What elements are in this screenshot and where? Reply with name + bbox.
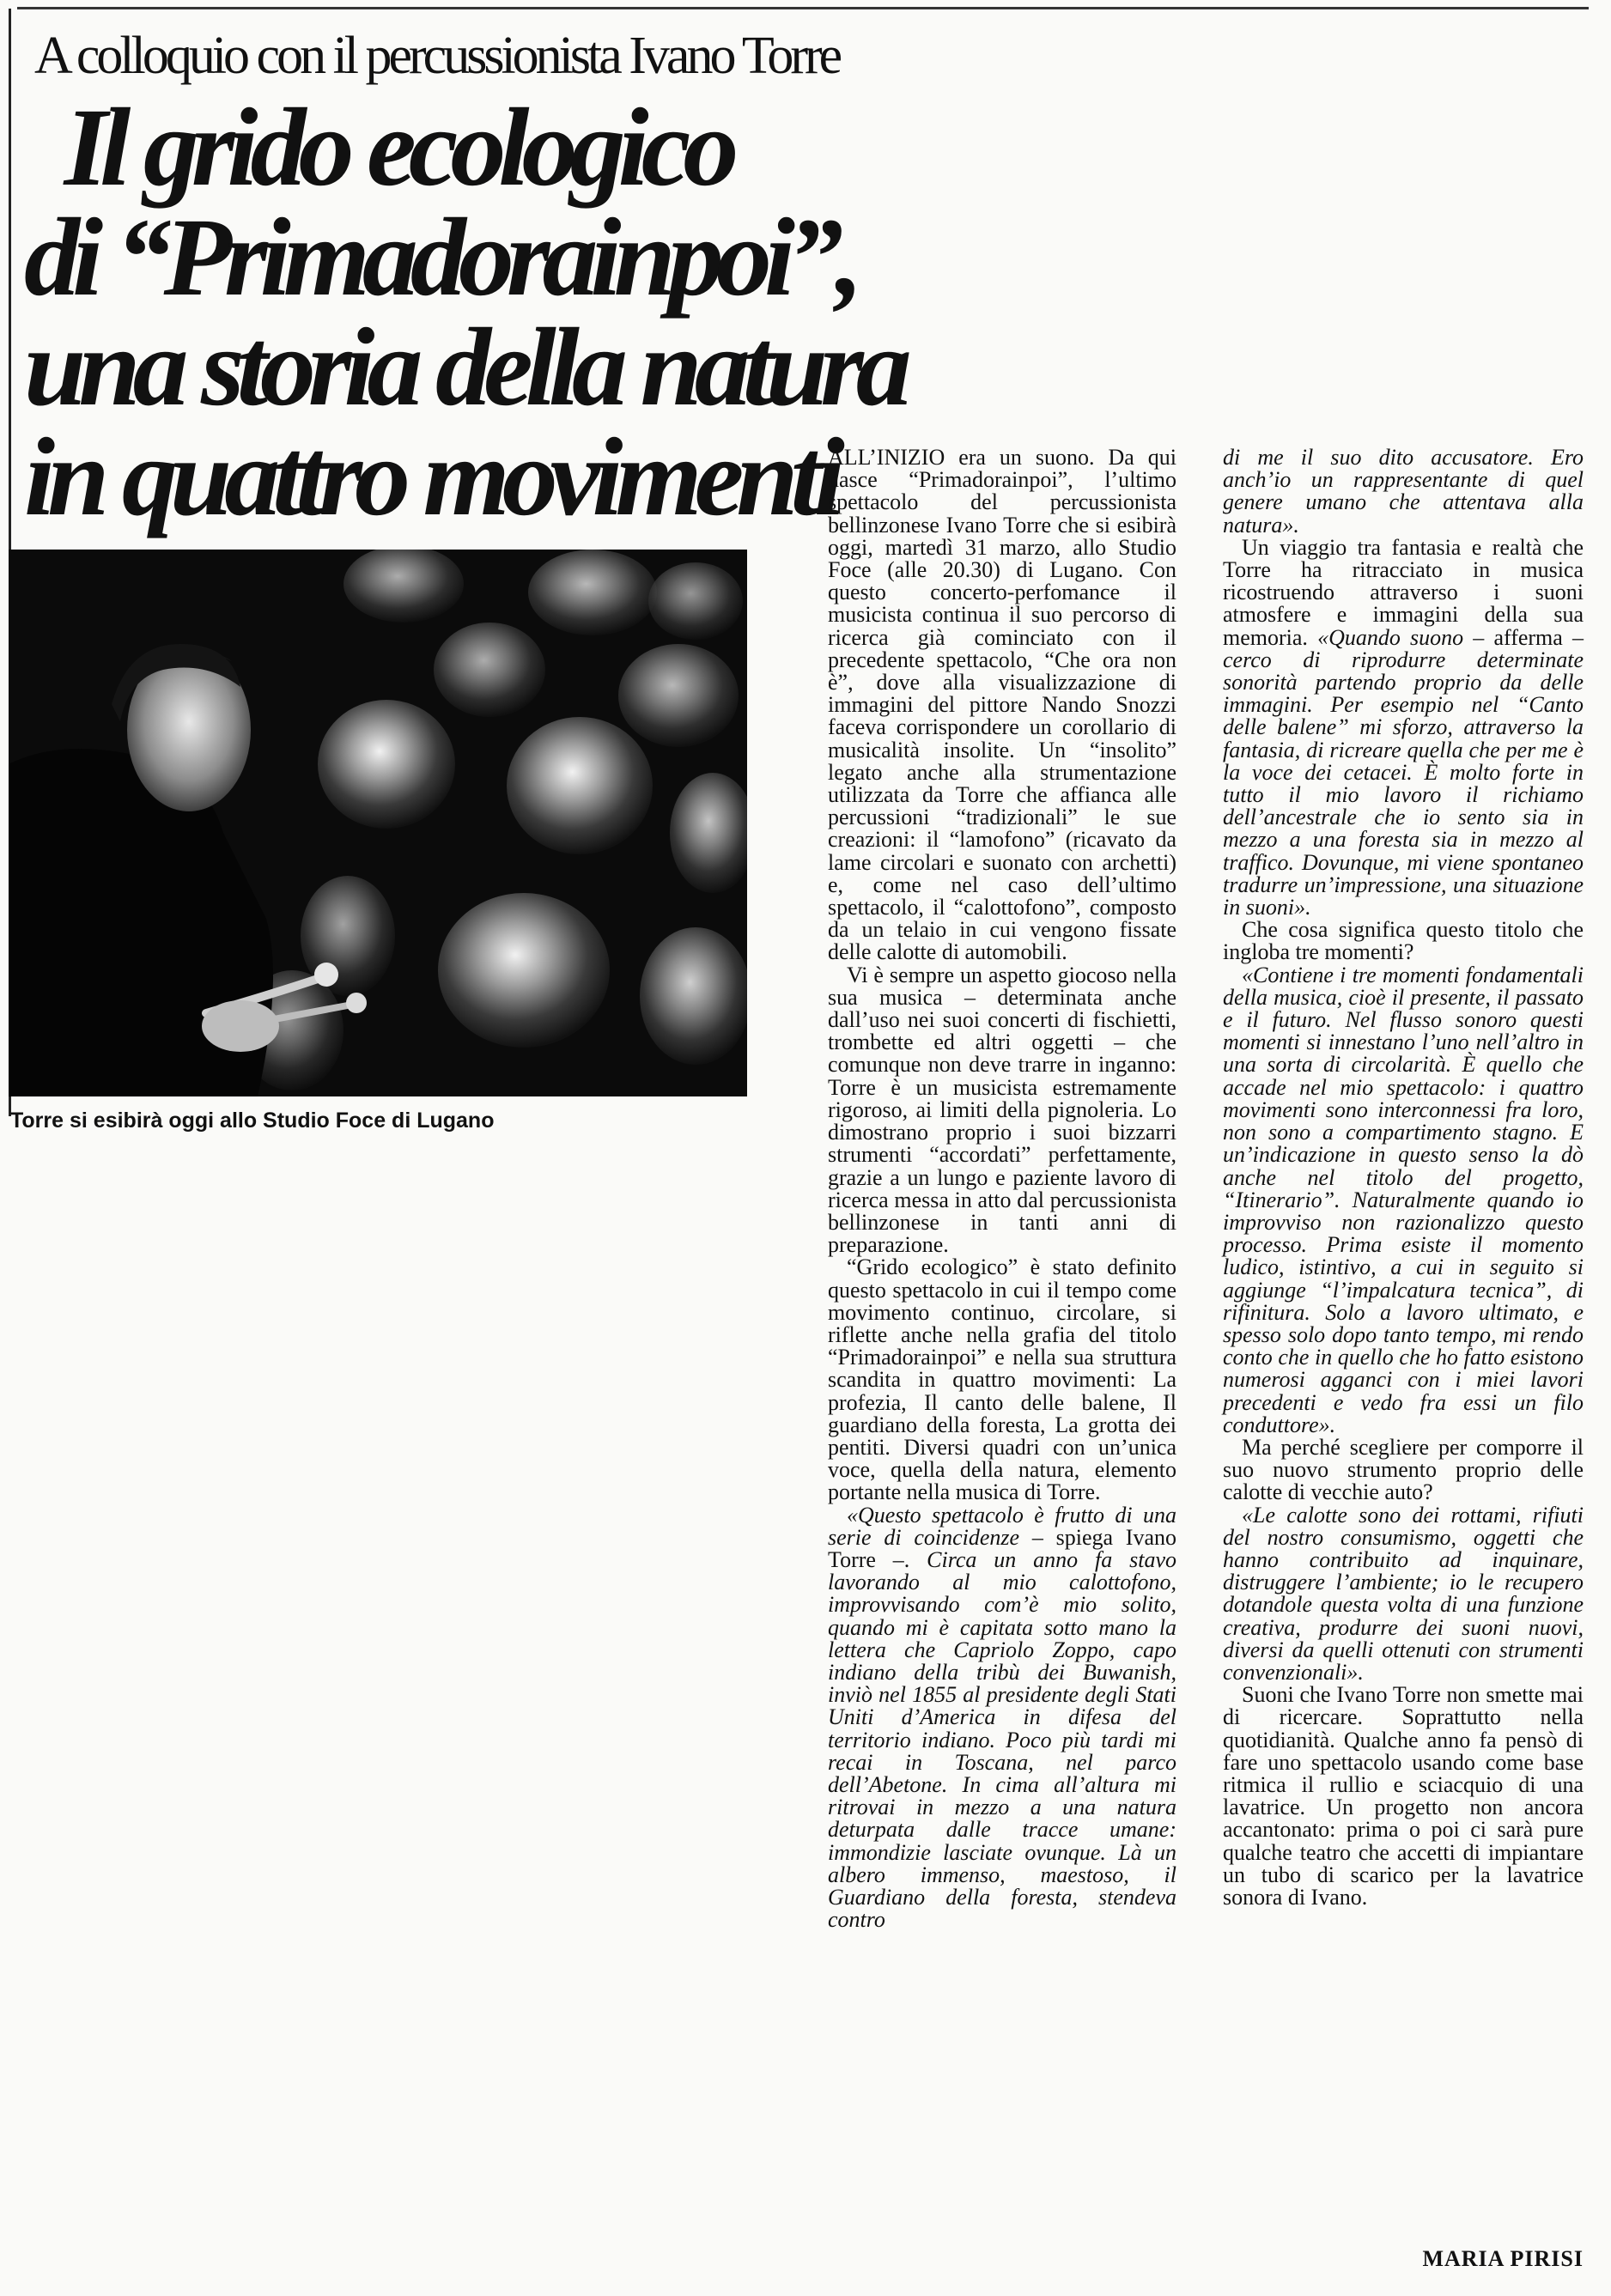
paragraph xyxy=(1223,534,1584,920)
headline-line: Il grido ecologico xyxy=(64,86,732,210)
quote-text: cerco di riprodurre determinate sonorità partendo proprio da delle immagini. Per esempio nel “Canto delle balene” mi sforzo, attraverso la fantasia, di ricreare quella che per me è la voce dei cetacei. È molto forte in tutto il mio lavoro il richiamo dell’ancestrale che io sento sia in mezzo a una foresta sia in mezzo al traffico. Dovunque, mi viene spontaneo tradurre un’impressione, una situazione in suoni». xyxy=(1223,647,1584,920)
quote-text: Circa un anno fa stavo lavorando al mio calottofono, improvvisando com’è mio solito, quando mi è capitata sotto mano la lettera che Capriolo Zoppo, capo indiano della tribù dei Buwanish, inviò nel 1855 al presidente degli Stati Uniti d’America in difesa del territorio indiano. Poco più tardi mi recai in Toscana, nel parco dell’Abetone. In cima all’altura mi ritrovai in mezzo a una natura deturpata dalle tracce umane: immondizie lasciate ovunque. Là un albero immenso, maestoso, il Guardiano della foresta, stendeva contro xyxy=(828,1546,1176,1933)
paragraph: ALL’INIZIO era un suono. Da qui nasce “Primadorainpoi”, l’ultimo spettacolo del percussionista bellinzonese Ivano Torre che si esibirà oggi, martedì 31 marzo, allo Studio Foce (alle 20.30) di Lugano. Con questo concerto-perfomance il musicista continua il suo percorso di ricerca già cominciato con il precedente spettacolo, “Che ora non è”, dove alla visualizzazione di immagini del pittore Nando Snozzi faceva corrispondere un corollario di musicalità insolite. Un “insolito” legato anche alla strumentazione utilizzata da Torre che affianca alle percussioni “tradizionali” le sue creazioni: il “lamofono” (ricavato da lame circolari e suonato con archetti) e, come nel caso dell’ultimo spettacolo, il “calottofono”, composto da un telaio in cui vengono fissate delle calotte di automobili. xyxy=(828,445,1176,965)
top-rule xyxy=(17,7,1589,9)
headline-line: di “Primadorainpoi”, xyxy=(24,196,856,319)
quote-text: «Questo spettacolo è frutto di una serie di coincidenze xyxy=(828,1502,1176,1550)
headline-line: una storia della natura xyxy=(24,306,904,429)
article-column-1 xyxy=(828,446,1176,1931)
kicker: A colloquio con il percussionista Ivano Torre xyxy=(34,27,840,85)
paragraph: Suoni che Ivano Torre non smette mai di ricercare. Soprattutto nella quotidianità. Qualche anno fa pensò di fare uno spettacolo usando come base ritmica il rullio e sciacquio di una lavatrice. Un progetto non ancora accantonato: prima o poi ci sarà pure qualche teatro che accetti di impiantare un tubo di scarico per la lavatrice sonora di Ivano. xyxy=(1223,1682,1584,1910)
paragraph: Vi è sempre un aspetto giocoso nella sua musica – determinata anche dall’uso nei suoi concerti di fischietti, trombette ed altri oggetti – che comunque non deve trarre in inganno: Torre è un musicista estremamente rigoroso, ai limiti della pignoleria. Lo dimostrano proprio i suoi bizzarri strumenti “accordati” perfettamente, grazie a un lungo e paziente lavoro di ricerca messa in atto dal percussionista bellinzonese in tanti anni di preparazione. xyxy=(828,962,1176,1258)
article-column-2 xyxy=(1223,446,1584,1909)
paragraph: «Le calotte sono dei rottami, rifiuti del nostro consumismo, oggetti che hanno contribuito ad inquinare, distruggere l’ambiente; io le recupero dotandole questa volta di una funzione creativa, produrre dei suoni nuovi, diversi da quelli ottenuti con strumenti convenzionali». xyxy=(1223,1502,1584,1685)
byline: MARIA PIRISI xyxy=(1422,2246,1584,2271)
paragraph: di me il suo dito accusatore. Ero anch’io un rappresentante di quel genere umano che attentava alla natura». xyxy=(1223,445,1584,538)
paragraph: “Grido ecologico” è stato definito questo spettacolo in cui il tempo come movimento continuo, circolare, si riflette anche nella grafia del titolo “Primadorainpoi” e nella sua struttura scandita in quattro movimenti: La profezia, Il canto delle balene, Il guardiano della foresta, La grotta dei pentiti. Diversi quadri con un’unica voce, quella della natura, elemento portante nella musica di Torre. xyxy=(828,1254,1176,1505)
article-photo xyxy=(9,550,747,1096)
attribution-text: – afferma – xyxy=(1463,624,1584,650)
paragraph xyxy=(828,1504,1176,1932)
attribution-text: – spiega Ivano Torre –. xyxy=(828,1524,1176,1572)
paragraph: Che cosa significa questo titolo che ingloba tre momenti? xyxy=(1223,917,1584,965)
paragraph: Ma perché scegliere per comporre il suo nuovo strumento proprio delle calotte di vecchie auto? xyxy=(1223,1434,1584,1505)
quote-text: «Quando suono xyxy=(1317,624,1464,650)
photo-caption: Torre si esibirà oggi allo Studio Foce di Lugano xyxy=(10,1109,495,1133)
headline-line: in quattro movimenti xyxy=(24,416,837,539)
headline xyxy=(24,86,904,539)
paragraph: «Contiene i tre momenti fondamentali della musica, cioè il presente, il passato e il futuro. Nel flusso sonoro questi momenti si innestano l’uno nell’altro in una sorta di circolarità. È quello che accade nel mio spettacolo: i quattro movimenti sono interconnessi fra loro, non sono a compartimento stagno. E un’indicazione in questo senso la dò anche nel titolo del progetto, “Itinerario”. Naturalmente quando io improvviso non razionalizzo questo processo. Prima esiste il momento ludico, istintivo, a cui in seguito si aggiunge “l’impalcatura tecnica”, di rifinitura. Solo a lavoro ultimato, e spesso solo dopo tanto tempo, mi rendo conto che in quello che ho fatto esistono numerosi agganci con i miei lavori precedenti e vedo fra essi un filo conduttore». xyxy=(1223,962,1584,1437)
percussionist-photo xyxy=(9,550,747,1096)
body-text: Un viaggio tra fantasia e realtà che Torre ha ritracciato in musica ricostruendo attraverso i suoni atmosfere e immagini della sua memoria. xyxy=(1223,534,1584,650)
